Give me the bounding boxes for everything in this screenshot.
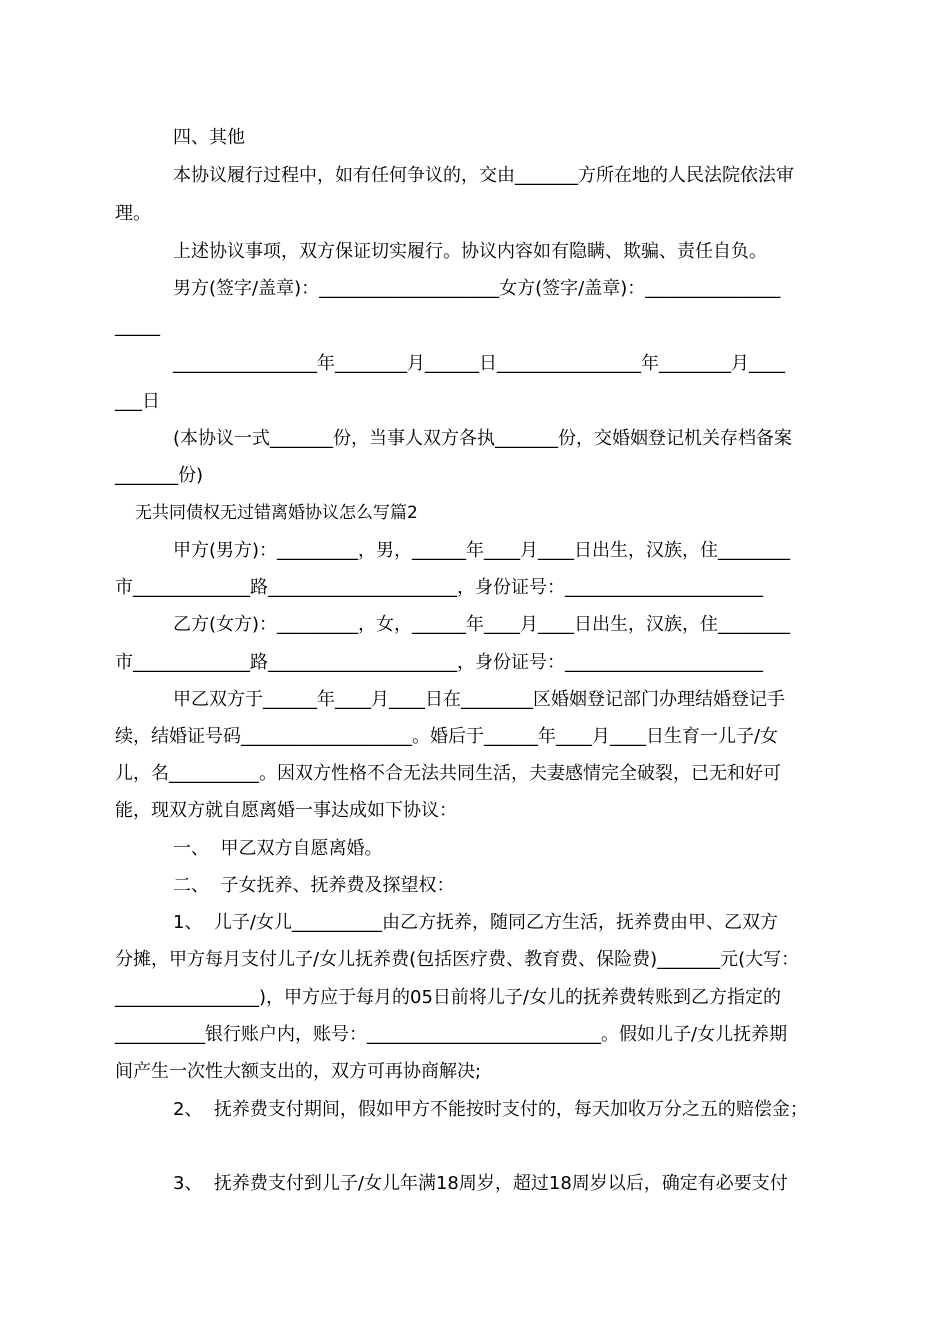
signature-line: _____ bbox=[115, 316, 160, 337]
party-line: 甲方(男方)：_________，男，______年____月____日出生，汉族，住________ bbox=[173, 540, 791, 561]
paragraph-line: (本协议一式_______份，当事人双方各执_______份，交婚姻登记机关存档备案 bbox=[173, 428, 793, 449]
date-line: ________________年________月______日________________年________月____ bbox=[173, 353, 785, 374]
paragraph-line: ________________)，甲方应于每月的05日前将儿子/女儿的抚养费转账到乙方指定的 bbox=[115, 987, 781, 1008]
party-line: 市_____________路_____________________，身份证号：______________________ bbox=[115, 577, 763, 598]
party-line: 乙方(女方)：_________，女，______年____月____日出生，汉族，住________ bbox=[173, 614, 791, 635]
paragraph-line: 能，现双方就自愿离婚一事达成如下协议： bbox=[115, 800, 457, 821]
paragraph-line: __________银行账户内，账号：__________________________。假如儿子/女儿抚养期 bbox=[115, 1024, 788, 1045]
clause-line: 一、 甲乙双方自愿离婚。 bbox=[173, 838, 383, 859]
paragraph-line: 儿，名__________。因双方性格不合无法共同生活，夫妻感情完全破裂，已无和好可 bbox=[115, 763, 781, 784]
clause-line: 2、 抚养费支付期间，假如甲方不能按时支付的，每天加收万分之五的赔偿金； bbox=[173, 1099, 808, 1120]
paragraph-line: 上述协议事项，双方保证切实履行。协议内容如有隐瞒、欺骗、责任自负。 bbox=[173, 241, 767, 262]
section-title: 无共同债权无过错离婚协议怎么写篇2 bbox=[135, 503, 418, 523]
date-line: ___日 bbox=[115, 391, 160, 412]
paragraph-line: 甲乙双方于______年____月____日在________区婚姻登记部门办理结婚登记手 bbox=[173, 689, 785, 710]
paragraph-line: 间产生一次性大额支出的，双方可再协商解决; bbox=[115, 1061, 482, 1082]
section-heading-other: 四、其他 bbox=[173, 127, 245, 148]
signature-line: 男方(签字/盖章)：____________________女方(签字/盖章)：_______________ bbox=[173, 278, 781, 299]
clause-line: 1、 儿子/女儿__________由乙方抚养，随同乙方生活，抚养费由甲、乙双方 bbox=[173, 912, 778, 933]
paragraph-line: _______份) bbox=[115, 465, 204, 486]
paragraph-line: 分摊，甲方每月支付儿子/女儿抚养费(包括医疗费、教育费、保险费)_______元(大写： bbox=[115, 949, 800, 970]
clause-line: 3、 抚养费支付到儿子/女儿年满18周岁，超过18周岁以后，确定有必要支付 bbox=[173, 1173, 788, 1194]
paragraph-line: 理。 bbox=[115, 203, 151, 224]
paragraph-line: 本协议履行过程中，如有任何争议的，交由_______方所在地的人民法院依法审 bbox=[173, 165, 794, 186]
paragraph-line: 续，结婚证号码___________________。婚后于______年____月____日生育一儿子/女 bbox=[115, 726, 779, 747]
clause-line: 二、 子女抚养、抚养费及探望权： bbox=[173, 875, 455, 896]
party-line: 市_____________路_____________________，身份证号：______________________ bbox=[115, 652, 763, 673]
